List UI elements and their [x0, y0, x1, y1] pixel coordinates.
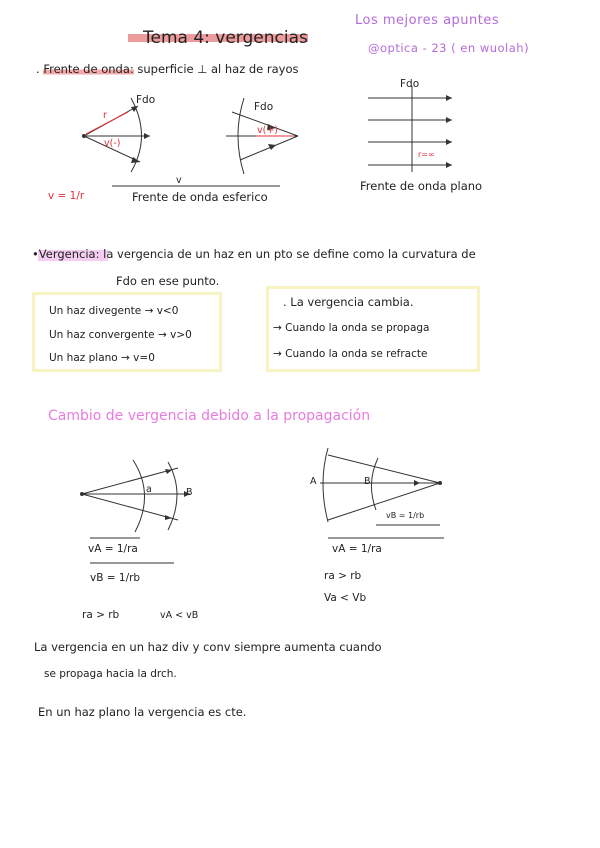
fig2-left-lower-ray — [82, 494, 178, 520]
box-right-item-3: → Cuando la onda se refracte — [273, 348, 428, 360]
fig2-right-eq-a: vA = 1/ra — [332, 543, 382, 555]
fig2-left-source — [80, 492, 84, 496]
fig1-fdo-right: Fdo — [254, 101, 274, 113]
fig2-left-wavefront-a — [133, 460, 145, 532]
vergence-line-2: Fdo en ese punto. — [116, 274, 220, 288]
fig2-right-ineq-r: ra > rb — [324, 570, 362, 582]
box-left-item-1: Un haz divegente → v<0 — [49, 305, 179, 317]
vergence-term: Vergencia: — [38, 247, 100, 261]
fig2-right-arrow-axis — [414, 480, 420, 486]
fig2-right-wavefront-a — [323, 448, 328, 522]
fig2-left-ineq-v: vA < vB — [160, 610, 199, 621]
conclusion-line-1: La vergencia en un haz div y conv siempre aumenta cuando — [34, 640, 382, 654]
fig1-spherical-caption: Frente de onda esferico — [132, 190, 268, 204]
fig1-plane-r-inf: r=∞ — [418, 150, 435, 159]
fig1-label-r: r — [103, 110, 107, 121]
fig2-left-ineq-r: ra > rb — [82, 609, 120, 621]
fig2-right-upper-ray — [328, 455, 440, 483]
page-title: Tema 4: vergencias — [143, 28, 308, 48]
fig1-fdo-left: Fdo — [136, 94, 156, 106]
box-left-item-3: Un haz plano → v=0 — [49, 352, 155, 364]
fig2-right-label-a: A — [310, 476, 317, 487]
fig2-right-focus — [438, 481, 442, 485]
fig1-underline-v: v — [176, 175, 182, 186]
box-right-item-2: → Cuando la onda se propaga — [273, 322, 430, 334]
brand-line-1: Los mejores apuntes — [355, 13, 500, 28]
box-left-item-2: Un haz convergente → v>0 — [49, 329, 192, 341]
fig2-right-label-b: B — [364, 476, 371, 487]
fig2-left-label-a: a — [146, 484, 152, 495]
vergence-text-1: la vergencia de un haz en un pto se define como la curvatura de — [103, 247, 476, 261]
fig1-formula: v = 1/r — [48, 190, 85, 202]
fig2-left-upper-ray — [82, 468, 178, 494]
section-2-title: Cambio de vergencia debido a la propagación — [48, 408, 371, 424]
box-right-item-1: . La vergencia cambia. — [283, 295, 414, 309]
fig2-left-eq-a: vA = 1/ra — [88, 543, 138, 555]
fig2-left-label-b: B — [186, 487, 193, 498]
fig1-plane-caption: Frente de onda plano — [360, 179, 483, 193]
conclusion-line-3: En un haz plano la vergencia es cte. — [38, 705, 247, 719]
intro-definition: superficie ⊥ al haz de rayos — [137, 62, 299, 76]
fig1-label-v-pos: v(+) — [257, 125, 278, 136]
intro-term: Frente de onda: — [43, 62, 134, 76]
brand-line-2: @optica - 23 ( en wuolah) — [368, 41, 530, 55]
fig2-left-eq-b: vB = 1/rb — [90, 572, 141, 584]
intro-bullet: . — [36, 62, 44, 76]
fig1-label-v-neg: v(-) — [104, 138, 121, 149]
fig2-left-arrow-down — [165, 515, 172, 520]
fig1-plane-fdo: Fdo — [400, 78, 420, 90]
fig2-right-eq-b: vB = 1/rb — [386, 511, 425, 520]
conclusion-line-2: se propaga hacia la drch. — [44, 668, 177, 680]
fig2-right-ineq-v: Va < Vb — [324, 592, 367, 604]
vergence-bullet: • — [32, 247, 39, 261]
